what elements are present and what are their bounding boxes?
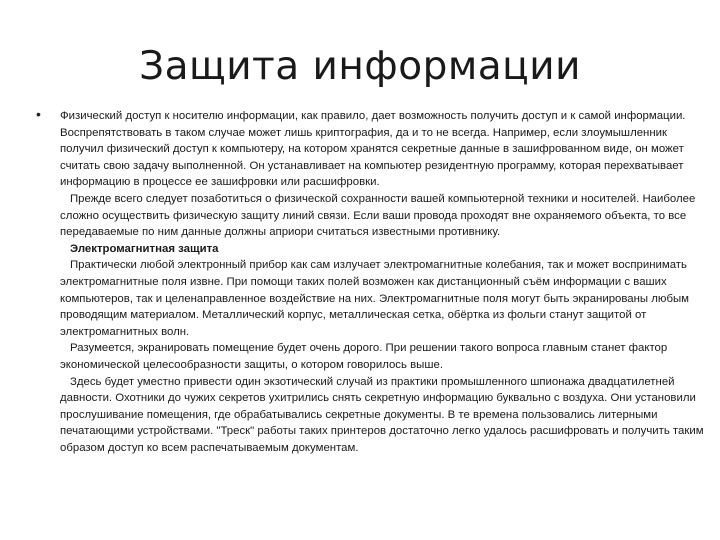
- paragraph-physical-safety: Прежде всего следует позаботиться о физической сохранности вашей компьютерной техники и носителей. Наиболее сложно осуществить физическую защиту линий связи. Если ваши провода проходят вне охраняемого объекта, то все передаваемые по ним данные должны априори считаться известными противнику.: [60, 192, 696, 239]
- bullet-marker: •: [36, 106, 41, 122]
- paragraph-physical-access: Физический доступ к носителю информации, как правило, дает возможность получить доступ и к самой информации. Воспрепятствовать в таком случае может лишь криптография, да и то не всегда. Например, если злоумышленник получил физический доступ к компьютеру, на котором хранятся секретные данные в зашифрованном виде, он может считать свою задачу выполненной. Он устанавливает на компьютер резидентную программу, которая перехватывает информацию в процессе ее зашифровки или расшифровки.: [60, 110, 686, 189]
- slide-title: Защита информации: [139, 44, 581, 89]
- paragraph-electromagnetic-fields: Практически любой электронный прибор как сам излучает электромагнитные колебания, так и может воспринимать электромагнитные поля извне. При помощи таких полей возможен как дистанционный съём информации с ваших компьютеров, так и целенаправленное воздействие на них. Электромагнитные поля могут быть экранированы любым проводящим материалом. Металлический корпус, металлическая сетка, обёртка из фольги станут защитой от электромагнитных волн.: [60, 259, 690, 338]
- paragraph-shielding-cost: Разумеется, экранировать помещение будет очень дорого. При решении такого вопроса главным станет фактор экономической целесообразности защиты, о котором говорилось выше.: [60, 342, 668, 371]
- paragraph-espionage-case: Здесь будет уместно привести один экзотический случай из практики промышленного шпионажа двадцатилетней давности. Охотники до чужих секретов ухитрились снять секретную информацию буквально с воздуха. Они установили прослушивание помещения, где обрабатывались секретные документы. В те времена пользовались литерными печатающими устройствами. "Треск" работы таких принтеров достаточно легко удалось расшифровать и получить таким образом доступ ко всем распечатываемым документам.: [60, 375, 704, 454]
- section-heading-electromagnetic: Электромагнитная защита: [70, 242, 219, 255]
- slide-body: [60, 108, 708, 456]
